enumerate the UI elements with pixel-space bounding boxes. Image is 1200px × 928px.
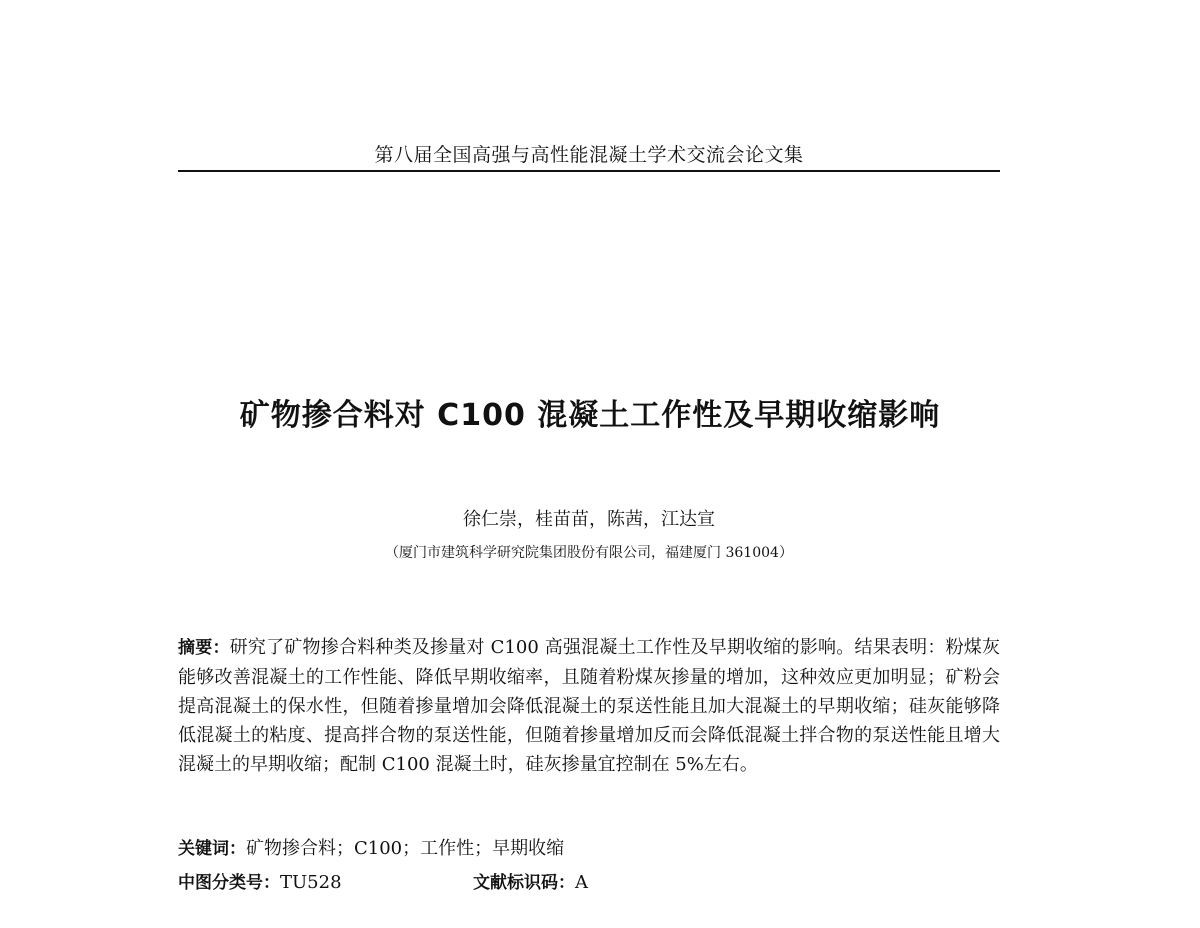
abstract: [178, 633, 1000, 779]
classification-label: 中图分类号：: [178, 873, 280, 893]
abstract-text: 研究了矿物掺合料种类及掺量对 C100 高强混凝土工作性及早期收缩的影响。结果表明：粉煤灰能够改善混凝土的工作性能、降低早期收缩率，且随着粉煤灰掺量的增加，这种效应更加明显；矿粉会提高混凝土的保水性，但随着掺量增加会降低混凝土的泵送性能且加大混凝土的早期收缩；硅灰能够降低混凝土的粘度、提高拌合物的泵送性能，但随着掺量增加反而会降低混凝土拌合物的泵送性能且增大混凝土的早期收缩；配制 C100 混凝土时，硅灰掺量宜控制在 5%左右。: [178, 637, 1001, 775]
keywords-label: 关键词：: [178, 839, 246, 859]
keywords: [178, 834, 1000, 860]
abstract-label: 摘要：: [178, 638, 230, 658]
document-code-value: A: [575, 872, 588, 893]
classification-value: TU528: [280, 872, 342, 893]
document-code-label: 文献标识码：: [473, 873, 575, 893]
affiliation: （厦门市建筑科学研究院集团股份有限公司，福建厦门 361004）: [385, 545, 793, 561]
header-rule: [178, 170, 1000, 172]
authors: 徐仁崇，桂苗苗，陈茜，江达宣: [463, 509, 715, 530]
classification-number: [178, 868, 1000, 893]
keywords-text: 矿物掺合料；C100；工作性；早期收缩: [246, 838, 565, 859]
paper-title: 矿物掺合料对 C100 混凝土工作性及早期收缩影响: [239, 398, 941, 433]
running-header: 第八届全国高强与高性能混凝土学术交流会论文集: [374, 144, 804, 166]
document-code: [473, 868, 588, 893]
